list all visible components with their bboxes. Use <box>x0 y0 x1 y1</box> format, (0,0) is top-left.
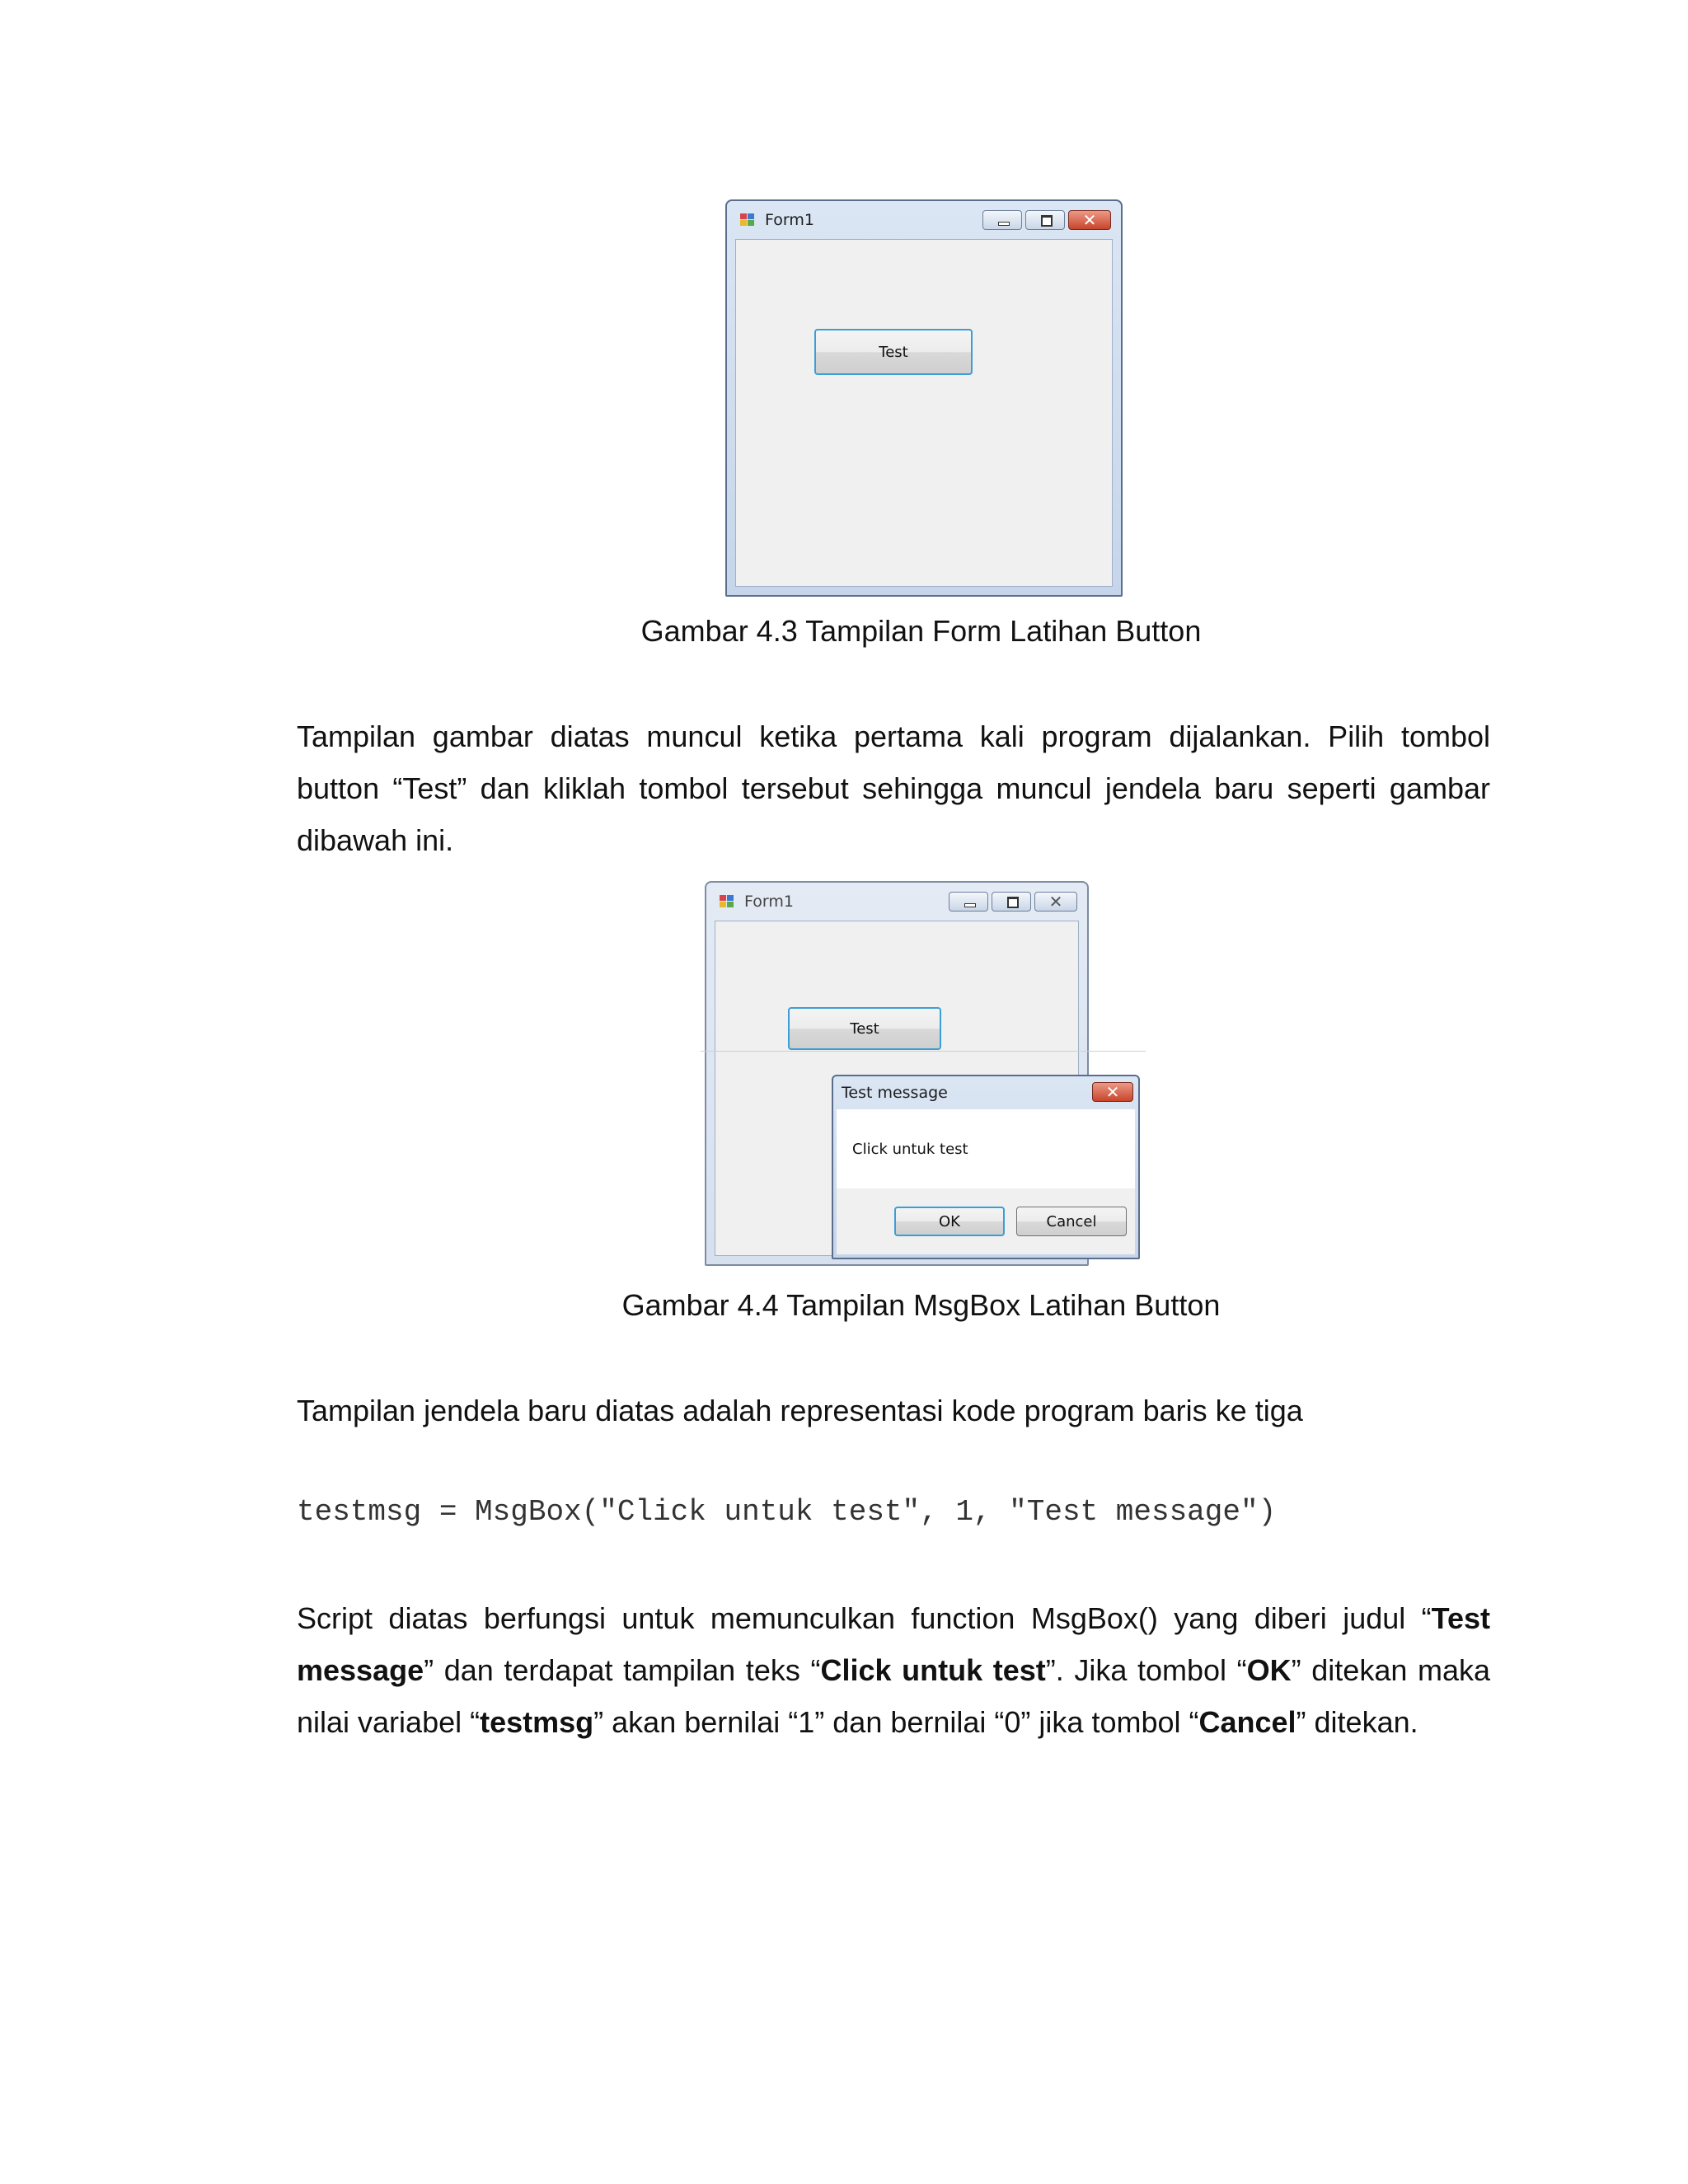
bold-cancel: Cancel <box>1198 1705 1296 1739</box>
msgbox-title: Test message <box>842 1084 948 1102</box>
form1-titlebar[interactable] <box>706 883 1087 921</box>
form1-title: Form1 <box>744 893 794 911</box>
bold-test-message: Test message <box>297 1601 1490 1687</box>
ok-button[interactable]: OK <box>894 1207 1005 1236</box>
msgbox-close-button[interactable] <box>1092 1082 1133 1102</box>
close-icon: ✕ <box>1048 892 1063 912</box>
text-segment: ” ditekan maka nilai variabel “ <box>297 1653 1491 1739</box>
paragraph-script-description <box>297 1592 1490 1748</box>
form-app-icon <box>740 213 755 227</box>
form1-title: Form1 <box>765 211 814 229</box>
close-icon: ✕ <box>1082 210 1097 230</box>
test-button[interactable]: Test <box>788 1007 941 1050</box>
figure-caption-4-4: Gambar 4.4 Tampilan MsgBox Latihan Button <box>621 1288 1221 1322</box>
msgbox-titlebar[interactable] <box>833 1076 1138 1109</box>
msgbox-button-area <box>837 1188 1135 1254</box>
minimize-icon <box>964 903 976 907</box>
minimize-button[interactable] <box>949 892 988 912</box>
bold-testmsg: testmsg <box>480 1705 594 1739</box>
form1-titlebar[interactable] <box>727 201 1121 239</box>
cancel-button[interactable]: Cancel <box>1016 1207 1127 1236</box>
msgbox-window <box>832 1075 1140 1259</box>
form-app-icon <box>720 895 734 908</box>
minimize-button[interactable] <box>982 210 1022 230</box>
maximize-icon <box>1007 897 1019 908</box>
bold-click-untuk-test: Click untuk test <box>820 1653 1046 1687</box>
maximize-button[interactable] <box>1025 210 1065 230</box>
text-segment: Script diatas berfungsi untuk memunculkan function MsgBox() yang diberi judul “ <box>297 1601 1432 1635</box>
close-button[interactable] <box>1034 892 1077 912</box>
text-segment: ”. Jika tombol “ <box>1045 1653 1247 1687</box>
text-segment: ” dan terdapat tampilan teks “ <box>424 1653 821 1687</box>
maximize-icon <box>1041 215 1053 227</box>
divider-line <box>701 1051 1146 1052</box>
maximize-button[interactable] <box>992 892 1031 912</box>
paragraph-intro: Tampilan gambar diatas muncul ketika pertama kali program dijalankan. Pilih tombol button “Test” dan kliklah tombol tersebut sehingga muncul jendela baru seperti gambar dibawah ini. <box>297 719 1490 857</box>
form1-client-area <box>735 239 1113 587</box>
code-line: testmsg = MsgBox("Click untuk test", 1, "Test message") <box>297 1495 1277 1529</box>
close-icon: ✕ <box>1105 1082 1120 1102</box>
test-button[interactable]: Test <box>814 329 973 375</box>
figure-caption-4-3: Gambar 4.3 Tampilan Form Latihan Button <box>640 614 1202 648</box>
paragraph-explanation: Tampilan jendela baru diatas adalah representasi kode program baris ke tiga <box>297 1394 1303 1427</box>
form1-window <box>725 199 1123 597</box>
msgbox-message: Click untuk test <box>852 1141 968 1158</box>
close-button[interactable] <box>1068 210 1111 230</box>
text-segment: ” ditekan. <box>1296 1705 1418 1739</box>
minimize-icon <box>998 222 1010 226</box>
text-segment: ” akan bernilai “1” dan bernilai “0” jika tombol “ <box>593 1705 1199 1739</box>
msgbox-body <box>837 1109 1135 1254</box>
bold-ok: OK <box>1246 1653 1292 1687</box>
